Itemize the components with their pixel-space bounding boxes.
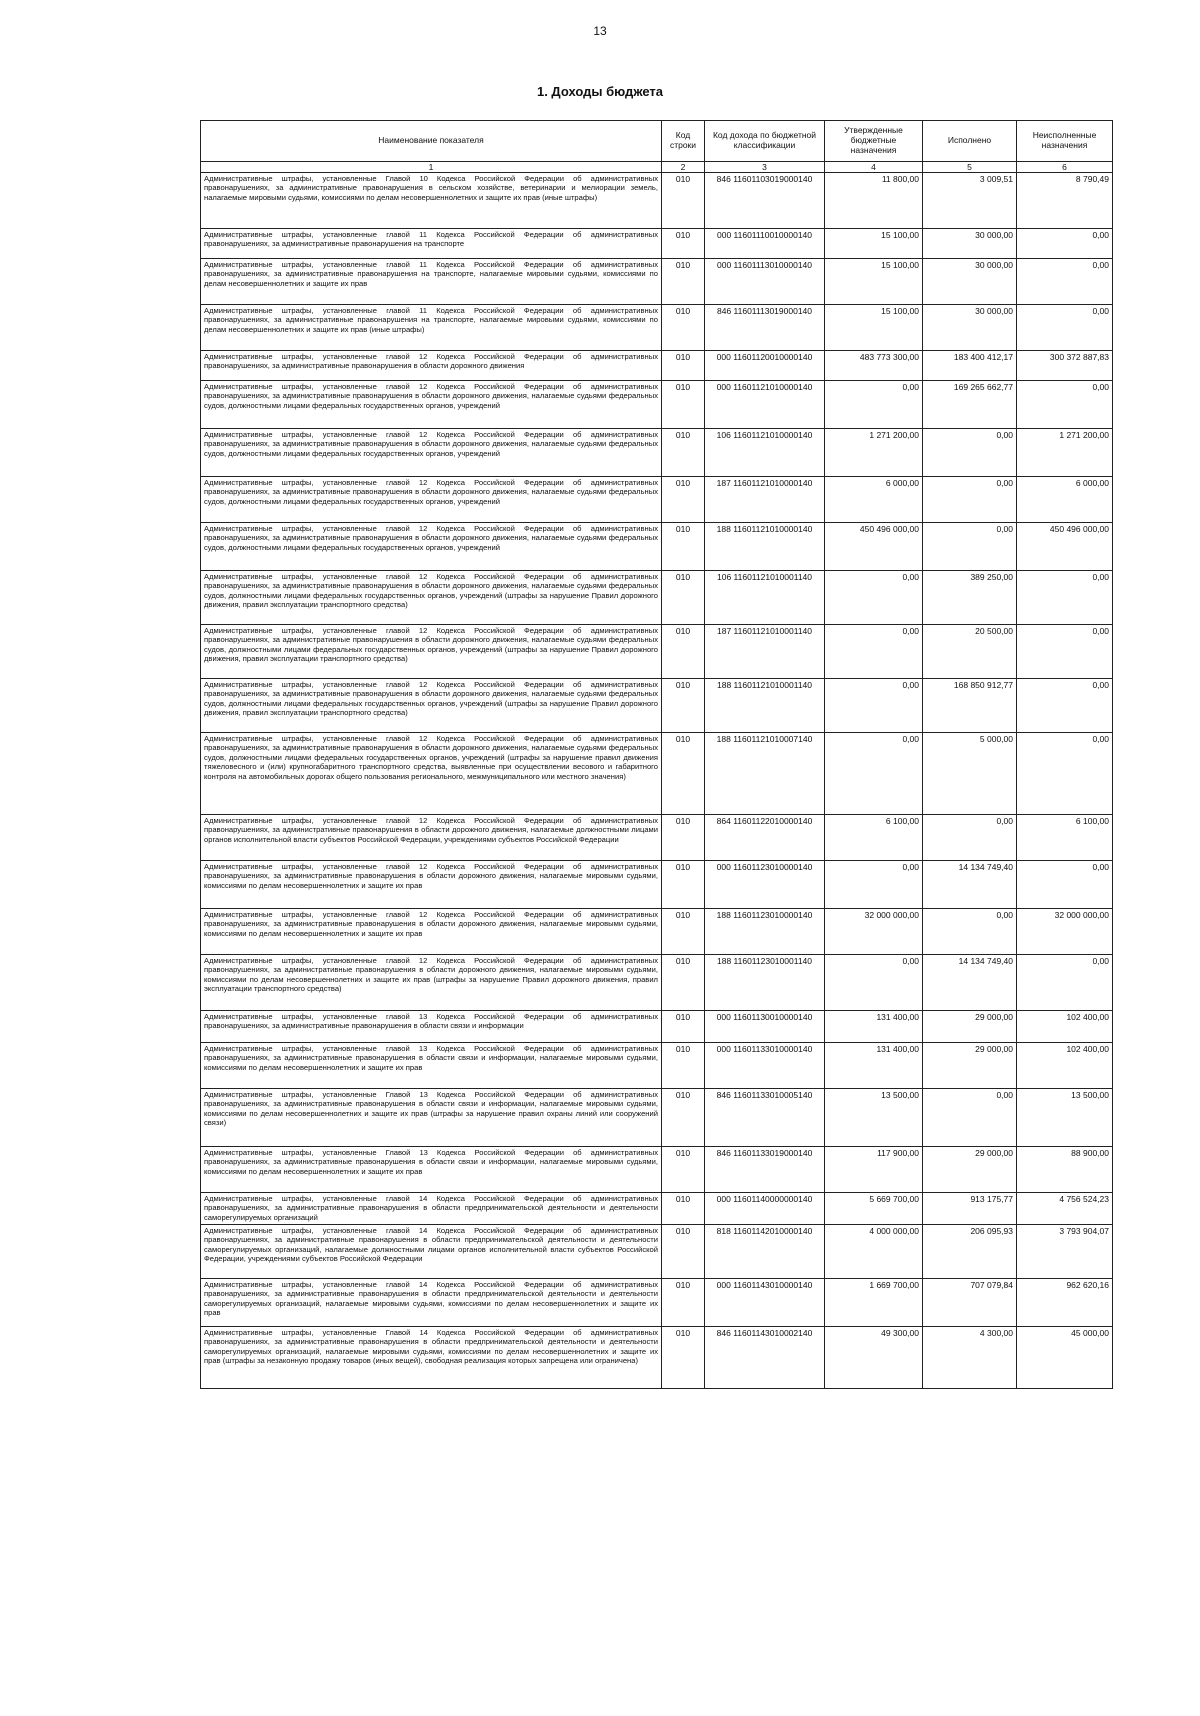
unexecuted-cell: 1 271 200,00 <box>1017 429 1113 477</box>
unexecuted-cell: 32 000 000,00 <box>1017 909 1113 955</box>
executed-cell: 0,00 <box>923 429 1017 477</box>
line-code-cell: 010 <box>662 1043 705 1089</box>
column-index: 4 <box>825 162 923 173</box>
indicator-name-cell: Административные штрафы, установленные главой 12 Кодекса Российской Федерации об административных правонарушениях, за административные правонарушения в области дорожного движения, налагаемые судьями федеральных судов, должностными лицами федеральных государственных органов, учреждений <box>201 429 662 477</box>
table-row <box>201 1089 1113 1147</box>
income-code-cell: 188 11601121010001140 <box>705 679 825 733</box>
table-row <box>201 259 1113 305</box>
approved-cell: 5 669 700,00 <box>825 1193 923 1225</box>
line-code-cell: 010 <box>662 815 705 861</box>
executed-cell: 389 250,00 <box>923 571 1017 625</box>
executed-cell: 30 000,00 <box>923 305 1017 351</box>
header-line-code: Код строки <box>662 121 705 162</box>
indicator-name-cell: Административные штрафы, установленные главой 14 Кодекса Российской Федерации об административных правонарушениях, за административные правонарушения в области предпринимательской деятельности и деятельности саморегулируемых организаций, налагаемые должностными лицами органов исполнительной власти субъектов Российской Федерации, учреждениями субъектов Российской Федерации <box>201 1225 662 1279</box>
approved-cell: 0,00 <box>825 381 923 429</box>
column-index: 1 <box>201 162 662 173</box>
approved-cell: 32 000 000,00 <box>825 909 923 955</box>
income-code-cell: 000 11601130010000140 <box>705 1011 825 1043</box>
line-code-cell: 010 <box>662 679 705 733</box>
line-code-cell: 010 <box>662 625 705 679</box>
line-code-cell: 010 <box>662 1089 705 1147</box>
indicator-name-cell: Административные штрафы, установленные главой 13 Кодекса Российской Федерации об административных правонарушениях, за административные правонарушения в области связи и информации, налагаемые мировыми судьями, комиссиями по делам несовершеннолетних и защите их прав <box>201 1043 662 1089</box>
indicator-name-cell: Административные штрафы, установленные главой 14 Кодекса Российской Федерации об административных правонарушениях, за административные правонарушения в области предпринимательской деятельности и деятельности саморегулируемых организаций, налагаемые мировыми судьями, комиссиями по делам несовершеннолетних и защите их прав <box>201 1279 662 1327</box>
column-index: 3 <box>705 162 825 173</box>
approved-cell: 0,00 <box>825 955 923 1011</box>
table-row <box>201 861 1113 909</box>
column-index: 5 <box>923 162 1017 173</box>
table-row <box>201 523 1113 571</box>
table-row <box>201 1043 1113 1089</box>
column-index: 6 <box>1017 162 1113 173</box>
table-row <box>201 305 1113 351</box>
unexecuted-cell: 4 756 524,23 <box>1017 1193 1113 1225</box>
unexecuted-cell: 0,00 <box>1017 305 1113 351</box>
unexecuted-cell: 0,00 <box>1017 259 1113 305</box>
table-body <box>201 173 1113 1389</box>
approved-cell: 117 900,00 <box>825 1147 923 1193</box>
line-code-cell: 010 <box>662 259 705 305</box>
indicator-name-cell: Административные штрафы, установленные Главой 13 Кодекса Российской Федерации об административных правонарушениях, за административные правонарушения в области связи и информации, налагаемые мировыми судьями, комиссиями по делам несовершеннолетних и защите их прав <box>201 1147 662 1193</box>
approved-cell: 131 400,00 <box>825 1011 923 1043</box>
executed-cell: 0,00 <box>923 1089 1017 1147</box>
line-code-cell: 010 <box>662 1193 705 1225</box>
executed-cell: 29 000,00 <box>923 1043 1017 1089</box>
unexecuted-cell: 0,00 <box>1017 679 1113 733</box>
unexecuted-cell: 6 100,00 <box>1017 815 1113 861</box>
indicator-name-cell: Административные штрафы, установленные главой 12 Кодекса Российской Федерации об административных правонарушениях, за административные правонарушения в области дорожного движения, налагаемые судьями федеральных судов, должностными лицами федеральных государственных органов, учреждений (штрафы за нарушение правил движения тяжеловесного и (или) крупногабаритного транспортного средства, выявленные при осуществлении весового и габаритного контроля на автомобильных дорогах общего пользования регионального, межмуниципального или местного значения) <box>201 733 662 815</box>
income-code-cell: 187 11601121010001140 <box>705 625 825 679</box>
unexecuted-cell: 0,00 <box>1017 229 1113 259</box>
unexecuted-cell: 962 620,16 <box>1017 1279 1113 1327</box>
line-code-cell: 010 <box>662 305 705 351</box>
income-code-cell: 000 11601121010000140 <box>705 381 825 429</box>
executed-cell: 5 000,00 <box>923 733 1017 815</box>
line-code-cell: 010 <box>662 1147 705 1193</box>
line-code-cell: 010 <box>662 861 705 909</box>
table-row <box>201 571 1113 625</box>
income-code-cell: 188 11601121010000140 <box>705 523 825 571</box>
table-header-row <box>201 121 1113 162</box>
executed-cell: 169 265 662,77 <box>923 381 1017 429</box>
approved-cell: 49 300,00 <box>825 1327 923 1389</box>
executed-cell: 29 000,00 <box>923 1147 1017 1193</box>
approved-cell: 0,00 <box>825 571 923 625</box>
indicator-name-cell: Административные штрафы, установленные главой 12 Кодекса Российской Федерации об административных правонарушениях, за административные правонарушения в области дорожного движения, налагаемые судьями федеральных судов, должностными лицами федеральных государственных органов, учреждений <box>201 381 662 429</box>
approved-cell: 0,00 <box>825 625 923 679</box>
line-code-cell: 010 <box>662 477 705 523</box>
line-code-cell: 010 <box>662 1225 705 1279</box>
approved-cell: 13 500,00 <box>825 1089 923 1147</box>
approved-cell: 15 100,00 <box>825 229 923 259</box>
unexecuted-cell: 300 372 887,83 <box>1017 351 1113 381</box>
executed-cell: 30 000,00 <box>923 259 1017 305</box>
unexecuted-cell: 45 000,00 <box>1017 1327 1113 1389</box>
executed-cell: 0,00 <box>923 815 1017 861</box>
line-code-cell: 010 <box>662 173 705 229</box>
income-code-cell: 846 11601133010005140 <box>705 1089 825 1147</box>
income-code-cell: 106 11601121010001140 <box>705 571 825 625</box>
table-row <box>201 1147 1113 1193</box>
unexecuted-cell: 0,00 <box>1017 571 1113 625</box>
income-code-cell: 818 11601142010000140 <box>705 1225 825 1279</box>
line-code-cell: 010 <box>662 733 705 815</box>
executed-cell: 183 400 412,17 <box>923 351 1017 381</box>
approved-cell: 15 100,00 <box>825 305 923 351</box>
approved-cell: 0,00 <box>825 861 923 909</box>
line-code-cell: 010 <box>662 1279 705 1327</box>
income-code-cell: 106 11601121010000140 <box>705 429 825 477</box>
indicator-name-cell: Административные штрафы, установленные Главой 10 Кодекса Российской Федерации об административных правонарушениях, за административные правонарушения в сельском хозяйстве, ветеринарии и мелиорации земель, налагаемые мировыми судьями, комиссиями по делам несовершеннолетних и защите их прав (иные штрафы) <box>201 173 662 229</box>
approved-cell: 1 271 200,00 <box>825 429 923 477</box>
line-code-cell: 010 <box>662 523 705 571</box>
line-code-cell: 010 <box>662 229 705 259</box>
income-code-cell: 187 11601121010000140 <box>705 477 825 523</box>
income-code-cell: 188 11601123010001140 <box>705 955 825 1011</box>
line-code-cell: 010 <box>662 909 705 955</box>
line-code-cell: 010 <box>662 381 705 429</box>
income-code-cell: 846 11601103019000140 <box>705 173 825 229</box>
indicator-name-cell: Административные штрафы, установленные главой 12 Кодекса Российской Федерации об административных правонарушениях, за административные правонарушения в области дорожного движения, налагаемые судьями федеральных судов, должностными лицами федеральных государственных органов, учреждений (штрафы за нарушение Правил дорожного движения, правил эксплуатации транспортного средства) <box>201 625 662 679</box>
header-indicator-name: Наименование показателя <box>201 121 662 162</box>
table-row <box>201 1225 1113 1279</box>
unexecuted-cell: 102 400,00 <box>1017 1043 1113 1089</box>
executed-cell: 4 300,00 <box>923 1327 1017 1389</box>
unexecuted-cell: 0,00 <box>1017 733 1113 815</box>
indicator-name-cell: Административные штрафы, установленные главой 13 Кодекса Российской Федерации об административных правонарушениях, за административные правонарушения в области связи и информации <box>201 1011 662 1043</box>
approved-cell: 4 000 000,00 <box>825 1225 923 1279</box>
column-index: 2 <box>662 162 705 173</box>
executed-cell: 29 000,00 <box>923 1011 1017 1043</box>
header-income-code: Код дохода по бюджетной классификации <box>705 121 825 162</box>
page-title: 1. Доходы бюджета <box>536 84 664 99</box>
executed-cell: 30 000,00 <box>923 229 1017 259</box>
income-code-cell: 000 11601143010000140 <box>705 1279 825 1327</box>
table-row <box>201 477 1113 523</box>
table-row <box>201 1193 1113 1225</box>
executed-cell: 0,00 <box>923 523 1017 571</box>
unexecuted-cell: 13 500,00 <box>1017 1089 1113 1147</box>
table-row <box>201 955 1113 1011</box>
executed-cell: 3 009,51 <box>923 173 1017 229</box>
approved-cell: 0,00 <box>825 733 923 815</box>
unexecuted-cell: 6 000,00 <box>1017 477 1113 523</box>
table-row <box>201 173 1113 229</box>
executed-cell: 206 095,93 <box>923 1225 1017 1279</box>
income-code-cell: 000 11601120010000140 <box>705 351 825 381</box>
income-code-cell: 188 11601123010000140 <box>705 909 825 955</box>
approved-cell: 450 496 000,00 <box>825 523 923 571</box>
executed-cell: 14 134 749,40 <box>923 861 1017 909</box>
indicator-name-cell: Административные штрафы, установленные главой 12 Кодекса Российской Федерации об административных правонарушениях, за административные правонарушения в области дорожного движения, налагаемые судьями федеральных судов, должностными лицами федеральных государственных органов, учреждений <box>201 477 662 523</box>
executed-cell: 707 079,84 <box>923 1279 1017 1327</box>
table-row <box>201 381 1113 429</box>
header-unexecuted: Неисполненные назначения <box>1017 121 1113 162</box>
income-code-cell: 864 11601122010000140 <box>705 815 825 861</box>
line-code-cell: 010 <box>662 351 705 381</box>
income-code-cell: 000 11601133010000140 <box>705 1043 825 1089</box>
approved-cell: 0,00 <box>825 679 923 733</box>
income-code-cell: 000 11601113010000140 <box>705 259 825 305</box>
indicator-name-cell: Административные штрафы, установленные главой 12 Кодекса Российской Федерации об административных правонарушениях, за административные правонарушения в области дорожного движения <box>201 351 662 381</box>
table-row <box>201 733 1113 815</box>
indicator-name-cell: Административные штрафы, установленные главой 12 Кодекса Российской Федерации об административных правонарушениях, за административные правонарушения в области дорожного движения, налагаемые судьями федеральных судов, должностными лицами федеральных государственных органов, учреждений (штрафы за нарушение Правил дорожного движения, правил эксплуатации транспортного средства) <box>201 571 662 625</box>
approved-cell: 11 800,00 <box>825 173 923 229</box>
approved-cell: 15 100,00 <box>825 259 923 305</box>
budget-income-table <box>200 120 1113 1389</box>
income-code-cell: 000 11601140000000140 <box>705 1193 825 1225</box>
indicator-name-cell: Административные штрафы, установленные главой 12 Кодекса Российской Федерации об административных правонарушениях, за административные правонарушения в области дорожного движения, налагаемые должностными лицами органов исполнительной власти субъектов Российской Федерации, учреждениями субъектов Российской Федерации <box>201 815 662 861</box>
table-row <box>201 1279 1113 1327</box>
table-row <box>201 429 1113 477</box>
indicator-name-cell: Административные штрафы, установленные главой 11 Кодекса Российской Федерации об административных правонарушениях, за административные правонарушения на транспорте <box>201 229 662 259</box>
table-row <box>201 229 1113 259</box>
table-row <box>201 625 1113 679</box>
line-code-cell: 010 <box>662 1011 705 1043</box>
unexecuted-cell: 0,00 <box>1017 861 1113 909</box>
indicator-name-cell: Административные штрафы, установленные главой 12 Кодекса Российской Федерации об административных правонарушениях, за административные правонарушения в области дорожного движения, налагаемые мировыми судьями, комиссиями по делам несовершеннолетних и защите их прав (штрафы за нарушение Правил дорожного движения, правил эксплуатации транспортного средства) <box>201 955 662 1011</box>
executed-cell: 14 134 749,40 <box>923 955 1017 1011</box>
executed-cell: 0,00 <box>923 477 1017 523</box>
unexecuted-cell: 8 790,49 <box>1017 173 1113 229</box>
indicator-name-cell: Административные штрафы, установленные Главой 13 Кодекса Российской Федерации об административных правонарушениях, за административные правонарушения в области связи и информации, налагаемые мировыми судьями, комиссиями по делам несовершеннолетних и защите их прав (штрафы за нарушение правил охраны линий или сооружений связи) <box>201 1089 662 1147</box>
unexecuted-cell: 0,00 <box>1017 381 1113 429</box>
page-number: 13 <box>593 24 607 38</box>
executed-cell: 0,00 <box>923 909 1017 955</box>
indicator-name-cell: Административные штрафы, установленные главой 12 Кодекса Российской Федерации об административных правонарушениях, за административные правонарушения в области дорожного движения, налагаемые судьями федеральных судов, должностными лицами федеральных государственных органов, учреждений <box>201 523 662 571</box>
indicator-name-cell: Административные штрафы, установленные главой 14 Кодекса Российской Федерации об административных правонарушениях, за административные правонарушения в области предпринимательской деятельности и деятельности саморегулируемых организаций <box>201 1193 662 1225</box>
table-row <box>201 679 1113 733</box>
table-row <box>201 351 1113 381</box>
approved-cell: 6 100,00 <box>825 815 923 861</box>
income-code-cell: 846 11601133019000140 <box>705 1147 825 1193</box>
indicator-name-cell: Административные штрафы, установленные главой 12 Кодекса Российской Федерации об административных правонарушениях, за административные правонарушения в области дорожного движения, налагаемые судьями федеральных судов, должностными лицами федеральных государственных органов, учреждений (штрафы за нарушение Правил дорожного движения, правил эксплуатации транспортного средства) <box>201 679 662 733</box>
line-code-cell: 010 <box>662 571 705 625</box>
indicator-name-cell: Административные штрафы, установленные главой 12 Кодекса Российской Федерации об административных правонарушениях, за административные правонарушения в области дорожного движения, налагаемые мировыми судьями, комиссиями по делам несовершеннолетних и защите их прав <box>201 861 662 909</box>
column-index-row <box>201 162 1113 173</box>
indicator-name-cell: Административные штрафы, установленные главой 11 Кодекса Российской Федерации об административных правонарушениях, за административные правонарушения на транспорте, налагаемые мировыми судьями, комиссиями по делам несовершеннолетних и защите их прав <box>201 259 662 305</box>
table-row <box>201 1011 1113 1043</box>
approved-cell: 483 773 300,00 <box>825 351 923 381</box>
executed-cell: 20 500,00 <box>923 625 1017 679</box>
indicator-name-cell: Административные штрафы, установленные главой 11 Кодекса Российской Федерации об административных правонарушениях, за административные правонарушения на транспорте, налагаемые мировыми судьями, комиссиями по делам несовершеннолетних и защите их прав (иные штрафы) <box>201 305 662 351</box>
line-code-cell: 010 <box>662 1327 705 1389</box>
table-row <box>201 1327 1113 1389</box>
income-code-cell: 000 11601110010000140 <box>705 229 825 259</box>
indicator-name-cell: Административные штрафы, установленные главой 12 Кодекса Российской Федерации об административных правонарушениях, за административные правонарушения в области дорожного движения, налагаемые мировыми судьями, комиссиями по делам несовершеннолетних и защите их прав <box>201 909 662 955</box>
header-approved: Утвержденные бюджетные назначения <box>825 121 923 162</box>
approved-cell: 6 000,00 <box>825 477 923 523</box>
line-code-cell: 010 <box>662 955 705 1011</box>
table-row <box>201 909 1113 955</box>
unexecuted-cell: 0,00 <box>1017 955 1113 1011</box>
line-code-cell: 010 <box>662 429 705 477</box>
unexecuted-cell: 0,00 <box>1017 625 1113 679</box>
unexecuted-cell: 3 793 904,07 <box>1017 1225 1113 1279</box>
income-code-cell: 846 11601113019000140 <box>705 305 825 351</box>
income-code-cell: 000 11601123010000140 <box>705 861 825 909</box>
indicator-name-cell: Административные штрафы, установленные Главой 14 Кодекса Российской Федерации об административных правонарушениях, за административные правонарушения в области предпринимательской деятельности и деятельности саморегулируемых организаций, налагаемые мировыми судьями, комиссиями по делам несовершеннолетних и защите их прав (штрафы за незаконную продажу товаров (иных вещей), свободная реализация которых запрещена или ограничена) <box>201 1327 662 1389</box>
income-code-cell: 846 11601143010002140 <box>705 1327 825 1389</box>
executed-cell: 913 175,77 <box>923 1193 1017 1225</box>
table-row <box>201 815 1113 861</box>
unexecuted-cell: 88 900,00 <box>1017 1147 1113 1193</box>
executed-cell: 168 850 912,77 <box>923 679 1017 733</box>
unexecuted-cell: 450 496 000,00 <box>1017 523 1113 571</box>
income-code-cell: 188 11601121010007140 <box>705 733 825 815</box>
approved-cell: 1 669 700,00 <box>825 1279 923 1327</box>
header-executed: Исполнено <box>923 121 1017 162</box>
unexecuted-cell: 102 400,00 <box>1017 1011 1113 1043</box>
approved-cell: 131 400,00 <box>825 1043 923 1089</box>
